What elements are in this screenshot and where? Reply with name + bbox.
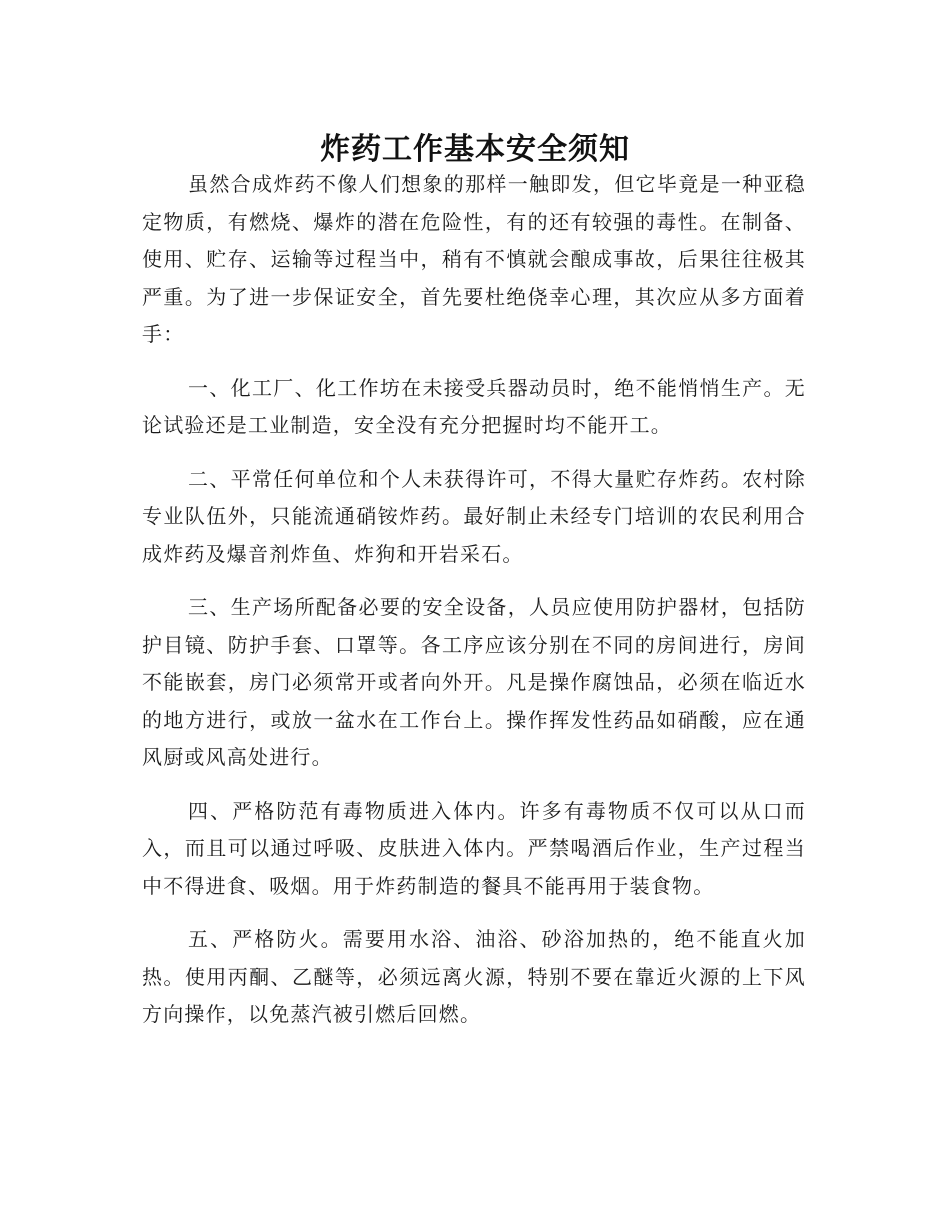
paragraph-item-1: 一、化工厂、化工作坊在未接受兵器动员时，绝不能悄悄生产。无论试验还是工业制造，安全没有充分把握时均不能开工。 xyxy=(142,375,806,437)
document-title: 炸药工作基本安全须知 xyxy=(320,132,630,168)
document-body xyxy=(142,166,806,1034)
paragraph-item-2: 二、平常任何单位和个人未获得许可，不得大量贮存炸药。农村除专业队伍外，只能流通硝铵炸药。最好制止未经专门培训的农民利用合成炸药及爆音剂炸鱼、炸狗和开岩采石。 xyxy=(142,466,806,566)
paragraph-item-5: 五、严格防火。需要用水浴、油浴、砂浴加热的，绝不能直火加热。使用丙酮、乙醚等，必须远离火源，特别不要在靠近火源的上下风方向操作，以免蒸汽被引燃后回燃。 xyxy=(142,927,806,1026)
paragraph-item-4: 四、严格防范有毒物质进入体内。许多有毒物质不仅可以从口而入，而且可以通过呼吸、皮肤进入体内。严禁喝酒后作业，生产过程当中不得进食、吸烟。用于炸药制造的餐具不能再用于装食物。 xyxy=(142,798,806,898)
paragraph-intro: 虽然合成炸药不像人们想象的那样一触即发，但它毕竟是一种亚稳定物质，有燃烧、爆炸的潜在危险性，有的还有较强的毒性。在制备、使用、贮存、运输等过程当中，稍有不慎就会酿成事故，后果往往极其严重。为了进一步保证安全，首先要杜绝侥幸心理，其次应从多方面着手： xyxy=(142,172,806,346)
paragraph-item-3: 三、生产场所配备必要的安全设备，人员应使用防护器材，包括防护目镜、防护手套、口罩等。各工序应该分别在不同的房间进行，房间不能嵌套，房门必须常开或者向外开。凡是操作腐蚀品，必须在临近水的地方进行，或放一盆水在工作台上。操作挥发性药品如硝酸，应在通风厨或风高处进行。 xyxy=(142,595,806,769)
